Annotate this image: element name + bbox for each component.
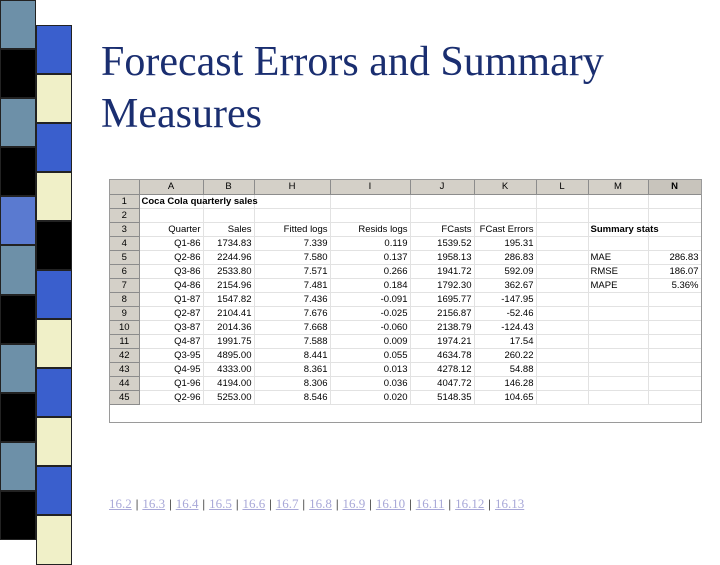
cell[interactable]	[536, 236, 588, 250]
cell[interactable]: 1991.75	[203, 334, 254, 348]
cell[interactable]: 1958.13	[410, 250, 474, 264]
link-separator: |	[448, 496, 452, 511]
cell[interactable]: 260.22	[474, 348, 536, 362]
cell[interactable]: 8.546	[254, 390, 330, 404]
cell[interactable]: Q3-87	[139, 320, 203, 334]
cell[interactable]: 2154.96	[203, 278, 254, 292]
cell[interactable]	[410, 208, 474, 222]
strip-block	[36, 417, 72, 466]
cell[interactable]: 4895.00	[203, 348, 254, 362]
strip-block	[36, 25, 72, 74]
row-header: 3	[110, 222, 139, 236]
cell[interactable]	[536, 278, 588, 292]
cell[interactable]	[588, 306, 648, 320]
cell[interactable]: RMSE	[588, 264, 648, 278]
cell[interactable]: 2138.79	[410, 320, 474, 334]
cell[interactable]: 5253.00	[203, 390, 254, 404]
row-header: 10	[110, 320, 139, 334]
table-row	[110, 222, 701, 236]
row-header: 2	[110, 208, 139, 222]
cell[interactable]: 1734.83	[203, 236, 254, 250]
cell[interactable]	[536, 348, 588, 362]
table-row	[110, 278, 701, 292]
strip-block	[36, 172, 72, 221]
cell[interactable]: 195.31	[474, 236, 536, 250]
table-row	[110, 348, 701, 362]
table-row	[110, 362, 701, 376]
strip-block	[0, 196, 36, 245]
cell[interactable]	[648, 208, 701, 222]
cell[interactable]: 592.09	[474, 264, 536, 278]
cell[interactable]: 17.54	[474, 334, 536, 348]
strip-block	[0, 98, 36, 147]
cell[interactable]	[588, 348, 648, 362]
row-header: 42	[110, 348, 139, 362]
cell[interactable]	[536, 320, 588, 334]
column-header-j: J	[410, 180, 474, 194]
row-header: 11	[110, 334, 139, 348]
cell[interactable]	[254, 194, 330, 208]
cell[interactable]: Summary stats	[588, 222, 648, 236]
cell[interactable]: FCast Errors	[474, 222, 536, 236]
table-row	[110, 306, 701, 320]
link-separator: |	[302, 496, 306, 511]
cell[interactable]	[536, 376, 588, 390]
strip-block	[36, 368, 72, 417]
cell[interactable]: 0.036	[330, 376, 410, 390]
cell[interactable]: 4634.78	[410, 348, 474, 362]
strip-block	[36, 74, 72, 123]
cell[interactable]: 0.055	[330, 348, 410, 362]
row-header: 6	[110, 264, 139, 278]
column-header-n: N	[648, 180, 701, 194]
cell[interactable]: 7.676	[254, 306, 330, 320]
cell[interactable]	[648, 194, 701, 208]
column-header-b: B	[203, 180, 254, 194]
cell[interactable]: Q3-95	[139, 348, 203, 362]
link-separator: |	[135, 496, 139, 511]
cell[interactable]	[648, 376, 701, 390]
cell[interactable]	[588, 208, 648, 222]
cell[interactable]: Q1-96	[139, 376, 203, 390]
cell[interactable]: -0.025	[330, 306, 410, 320]
cell[interactable]: 4333.00	[203, 362, 254, 376]
cell[interactable]: FCasts	[410, 222, 474, 236]
table-row	[110, 194, 701, 208]
cell[interactable]: 0.137	[330, 250, 410, 264]
table-row	[110, 250, 701, 264]
spreadsheet-screenshot	[109, 179, 702, 423]
cell[interactable]	[588, 376, 648, 390]
link-separator: |	[269, 496, 272, 511]
slide-navigation	[109, 496, 709, 512]
cell[interactable]: 7.588	[254, 334, 330, 348]
cell[interactable]: 8.306	[254, 376, 330, 390]
cell[interactable]	[536, 194, 588, 208]
cell[interactable]: 7.339	[254, 236, 330, 250]
column-header-a: A	[139, 180, 203, 194]
strip-block	[0, 0, 36, 49]
slide-link[interactable]: 16.8	[309, 496, 332, 511]
slide-link[interactable]: 16.10	[375, 496, 406, 511]
cell[interactable]: 5.36%	[648, 278, 701, 292]
cell[interactable]: -52.46	[474, 306, 536, 320]
row-header: 5	[110, 250, 139, 264]
cell[interactable]: Q4-95	[139, 362, 203, 376]
cell[interactable]	[588, 362, 648, 376]
row-header: 45	[110, 390, 139, 404]
slide-link[interactable]: 16.9	[342, 496, 366, 511]
row-header: 44	[110, 376, 139, 390]
cell[interactable]	[648, 362, 701, 376]
link-separator: |	[235, 496, 239, 511]
cell[interactable]: Q4-86	[139, 278, 203, 292]
cell[interactable]	[648, 320, 701, 334]
cell[interactable]	[536, 390, 588, 404]
cell[interactable]	[536, 222, 588, 236]
cell[interactable]: 7.481	[254, 278, 330, 292]
cell[interactable]: 1695.77	[410, 292, 474, 306]
cell[interactable]: 54.88	[474, 362, 536, 376]
strip-block	[0, 442, 36, 491]
table-row	[110, 264, 701, 278]
column-header-k: K	[474, 180, 536, 194]
cell[interactable]	[648, 236, 701, 250]
cell[interactable]	[536, 334, 588, 348]
strip-block	[36, 319, 72, 368]
cell[interactable]: 186.07	[648, 264, 701, 278]
strip-block	[0, 393, 36, 442]
column-header-h: H	[254, 180, 330, 194]
cell[interactable]: 0.266	[330, 264, 410, 278]
cell[interactable]: 4194.00	[203, 376, 254, 390]
cell[interactable]: Q2-87	[139, 306, 203, 320]
cell[interactable]	[588, 194, 648, 208]
row-header: 43	[110, 362, 139, 376]
cell[interactable]: 2156.87	[410, 306, 474, 320]
column-header-i: I	[330, 180, 410, 194]
cell[interactable]	[536, 292, 588, 306]
strip-block	[0, 295, 36, 344]
cell[interactable]: 8.361	[254, 362, 330, 376]
cell[interactable]	[536, 250, 588, 264]
strip-block	[36, 466, 72, 515]
link-separator: |	[409, 496, 412, 511]
cell[interactable]	[330, 208, 410, 222]
link-separator: |	[202, 496, 206, 511]
cell[interactable]: Q1-87	[139, 292, 203, 306]
cell[interactable]	[648, 306, 701, 320]
cell[interactable]	[648, 334, 701, 348]
cell[interactable]: Fitted logs	[254, 222, 330, 236]
cell[interactable]	[410, 194, 474, 208]
cell[interactable]	[648, 390, 701, 404]
slide-link[interactable]: 16.7	[275, 496, 299, 511]
cell[interactable]: 7.436	[254, 292, 330, 306]
cell[interactable]	[474, 194, 536, 208]
column-header-m: M	[588, 180, 648, 194]
cell[interactable]	[648, 292, 701, 306]
cell[interactable]: 1539.52	[410, 236, 474, 250]
row-header: 1	[110, 194, 139, 208]
table-row	[110, 390, 701, 404]
cell[interactable]: 4047.72	[410, 376, 474, 390]
sheet-corner	[110, 180, 139, 194]
cell[interactable]	[139, 208, 203, 222]
cell[interactable]: 2104.41	[203, 306, 254, 320]
cell[interactable]: Q2-96	[139, 390, 203, 404]
cell[interactable]	[474, 208, 536, 222]
cell[interactable]: -0.091	[330, 292, 410, 306]
cell[interactable]: 1941.72	[410, 264, 474, 278]
table-row	[110, 208, 701, 222]
slide-link[interactable]: 16.5	[209, 496, 232, 511]
strip-block	[0, 147, 36, 196]
strip-block	[0, 49, 36, 98]
link-separator: |	[169, 496, 172, 511]
cell[interactable]: Sales	[203, 222, 254, 236]
table-row	[110, 292, 701, 306]
cell[interactable]: Q3-86	[139, 264, 203, 278]
slide-title: Forecast Errors and Summary Measures	[101, 39, 604, 137]
row-header: 4	[110, 236, 139, 250]
cell[interactable]: 4278.12	[410, 362, 474, 376]
slide-link[interactable]: 16.12	[455, 496, 485, 511]
cell[interactable]: 286.83	[648, 250, 701, 264]
cell[interactable]	[648, 348, 701, 362]
cell[interactable]: 362.67	[474, 278, 536, 292]
cell[interactable]	[588, 320, 648, 334]
cell[interactable]: 8.441	[254, 348, 330, 362]
cell[interactable]: MAE	[588, 250, 648, 264]
cell[interactable]	[203, 208, 254, 222]
cell[interactable]: -147.95	[474, 292, 536, 306]
slide-link[interactable]: 16.13	[494, 496, 525, 511]
cell[interactable]: 0.184	[330, 278, 410, 292]
cell[interactable]	[588, 390, 648, 404]
cell[interactable]	[588, 292, 648, 306]
strip-block	[36, 123, 72, 172]
slide-link[interactable]: 16.4	[175, 496, 199, 511]
column-header-row	[110, 180, 701, 194]
cell[interactable]: 2533.80	[203, 264, 254, 278]
cell[interactable]: Q4-87	[139, 334, 203, 348]
slide-link[interactable]: 16.2	[109, 496, 132, 511]
link-separator: |	[369, 496, 372, 511]
cell[interactable]: MAPE	[588, 278, 648, 292]
cell[interactable]	[536, 362, 588, 376]
strip-block	[0, 491, 36, 540]
column-header-l: L	[536, 180, 588, 194]
cell[interactable]	[588, 334, 648, 348]
decorative-strip	[0, 0, 72, 540]
cell[interactable]: 0.020	[330, 390, 410, 404]
cell[interactable]: 7.571	[254, 264, 330, 278]
cell[interactable]: 5148.35	[410, 390, 474, 404]
table-row	[110, 334, 701, 348]
cell[interactable]	[330, 194, 410, 208]
strip-block	[36, 270, 72, 319]
cell[interactable]	[536, 208, 588, 222]
cell[interactable]: 1792.30	[410, 278, 474, 292]
cell[interactable]: 0.009	[330, 334, 410, 348]
cell[interactable]: 2244.96	[203, 250, 254, 264]
cell[interactable]: Q2-86	[139, 250, 203, 264]
table-row	[110, 376, 701, 390]
cell[interactable]: Quarter	[139, 222, 203, 236]
table-row	[110, 320, 701, 334]
cell[interactable]	[254, 208, 330, 222]
slide-link[interactable]: 16.11	[415, 496, 445, 511]
row-header: 7	[110, 278, 139, 292]
strip-block	[0, 344, 36, 393]
cell[interactable]: Resids logs	[330, 222, 410, 236]
slide-link[interactable]: 16.6	[242, 496, 266, 511]
cell[interactable]: 104.65	[474, 390, 536, 404]
link-separator: |	[488, 496, 491, 511]
cell[interactable]: -0.060	[330, 320, 410, 334]
cell[interactable]: 1547.82	[203, 292, 254, 306]
cell[interactable]	[588, 236, 648, 250]
strip-block	[36, 221, 72, 270]
cell[interactable]	[536, 264, 588, 278]
cell[interactable]	[536, 306, 588, 320]
cell[interactable]: 0.119	[330, 236, 410, 250]
row-header: 9	[110, 306, 139, 320]
cell[interactable]: 286.83	[474, 250, 536, 264]
link-separator: |	[335, 496, 339, 511]
cell[interactable]: 7.580	[254, 250, 330, 264]
cell[interactable]: 0.013	[330, 362, 410, 376]
cell[interactable]: Q1-86	[139, 236, 203, 250]
cell[interactable]: 146.28	[474, 376, 536, 390]
cell[interactable]: -124.43	[474, 320, 536, 334]
spreadsheet-grid	[110, 180, 702, 405]
strip-block	[0, 245, 36, 294]
cell[interactable]: 2014.36	[203, 320, 254, 334]
slide-link[interactable]: 16.3	[142, 496, 166, 511]
row-header: 8	[110, 292, 139, 306]
cell[interactable]: 7.668	[254, 320, 330, 334]
table-row	[110, 236, 701, 250]
cell[interactable]: 1974.21	[410, 334, 474, 348]
cell[interactable]: Coca Cola quarterly sales	[139, 194, 203, 208]
